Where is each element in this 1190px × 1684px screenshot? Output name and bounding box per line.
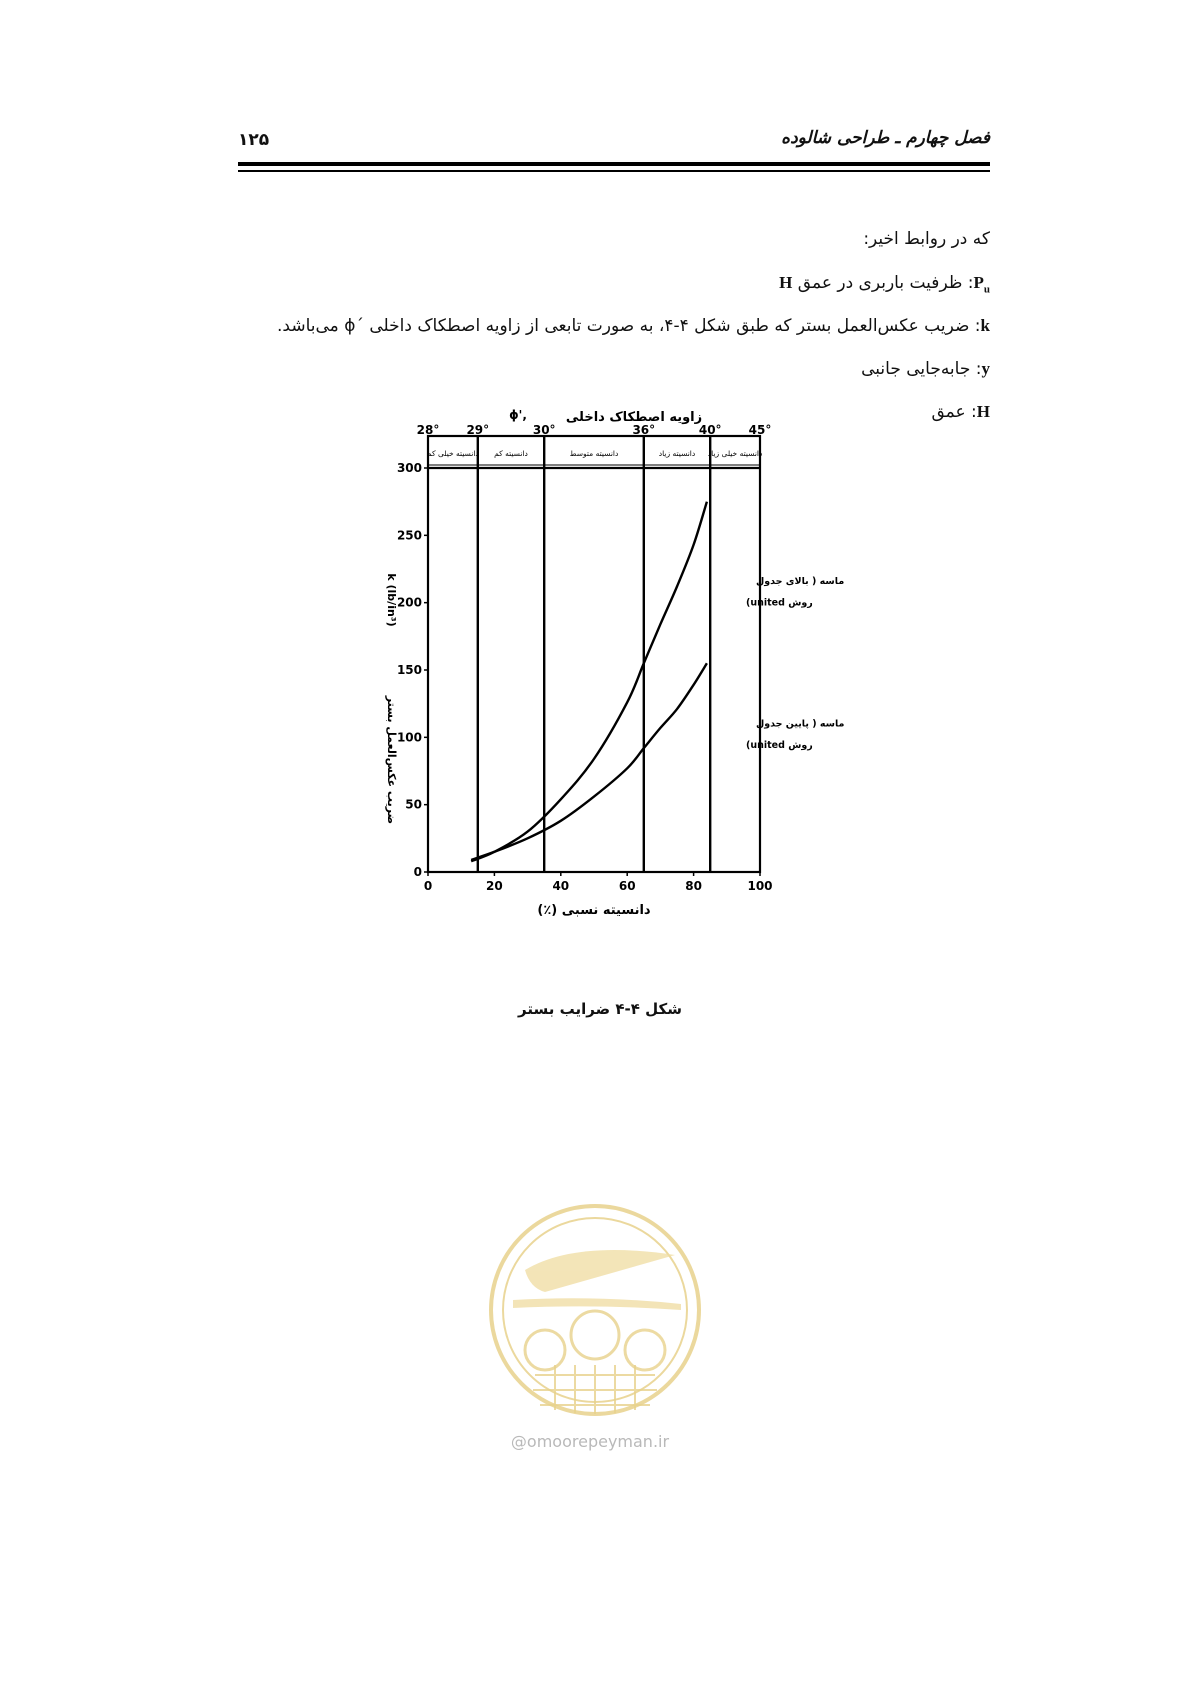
top-axis-tick-label: 36°: [632, 423, 656, 437]
top-axis-title: زاویه اصطکاک داخلی: [565, 410, 703, 425]
lower-curve-label: ماسه ( پایین جدول: [756, 718, 845, 730]
x-axis-tick-label: 20: [486, 879, 503, 893]
upper-curve-line: [471, 502, 707, 862]
definition-symbol: $P_u$: [973, 273, 990, 296]
definition-symbol: H: [976, 402, 990, 421]
y-axis-tick-label: 300: [396, 461, 422, 475]
watermark-url: @omoorepeyman.ir: [510, 1432, 670, 1451]
upper-curve-label: ماسه ( بالای جدول: [756, 575, 845, 587]
header-rule-thick: [238, 162, 990, 166]
top-axis-tick-label: 29°: [466, 423, 490, 437]
x-axis-tick-label: 0: [423, 879, 433, 893]
lower-curve-line: [471, 663, 707, 860]
y-axis-label: ضریب عکس‌العمل بستر: [385, 695, 398, 825]
y-axis-label-unit: k (lb/in³): [385, 573, 398, 627]
page-number: ۱۲۵: [238, 130, 270, 150]
intro-line: که در روابط اخیر:: [863, 229, 990, 249]
density-zone-label: دانسیته متوسط: [569, 449, 619, 458]
figure-caption: شکل ۴-۴ ضرایب بستر: [518, 1000, 682, 1018]
definition-h: H: عمق: [931, 402, 990, 422]
omoore-peyman-logo-icon: [485, 1200, 705, 1420]
top-axis-tick-label: 40°: [698, 423, 722, 437]
top-axis-tick-label: 30°: [532, 423, 556, 437]
x-axis-tick-label: 80: [685, 879, 702, 893]
x-axis-tick-label: 40: [552, 879, 570, 893]
density-zone-label: دانسیته کم: [494, 449, 528, 458]
definition-pu: $P_u$: ظرفیت باربری در عمق H: [779, 273, 990, 296]
top-axis-symbol: ϕ',: [509, 408, 527, 422]
top-axis-tick-label: 45°: [748, 423, 772, 437]
y-axis-tick-label: 150: [396, 663, 422, 677]
definition-symbol: k: [980, 316, 990, 335]
top-axis-tick-label: 28°: [416, 423, 440, 437]
watermark-logo: [485, 1200, 705, 1420]
x-axis-tick-label: 60: [618, 879, 636, 893]
y-axis-tick-label: 50: [405, 797, 422, 812]
definition-k: k: ضریب عکس‌العمل بستر که طبق شکل ۴-۴، به صورت تابعی از زاویه اصطکاک داخلی ´ϕ می‌باشد.: [277, 316, 990, 336]
chapter-title: فصل چهارم ـ طراحی شالوده: [781, 128, 990, 148]
x-axis-label: دانسیته نسبی (٪): [537, 903, 651, 918]
y-axis-tick-label: 200: [396, 595, 422, 610]
body-text: [230, 218, 990, 433]
density-zone-label: دانسیته زیاد: [658, 449, 696, 458]
upper-curve-label: روش united): [746, 597, 813, 609]
definition-symbol: y: [981, 359, 990, 378]
x-axis-tick-label: 100: [747, 879, 773, 893]
lower-curve-label: روش united): [746, 740, 813, 752]
subgrade-reaction-chart: [380, 408, 845, 1020]
definition-y: y: جابه‌جایی جانبی: [861, 359, 990, 379]
density-zone-label: دانسیته خیلی کم: [427, 449, 479, 458]
y-axis-tick-label: 250: [396, 528, 422, 543]
header-rule-thin: [238, 170, 990, 172]
y-axis-tick-label: 0: [413, 865, 422, 879]
density-zone-label: دانسیته خیلی زیاد: [707, 449, 763, 458]
y-axis-tick-label: 100: [396, 730, 422, 745]
